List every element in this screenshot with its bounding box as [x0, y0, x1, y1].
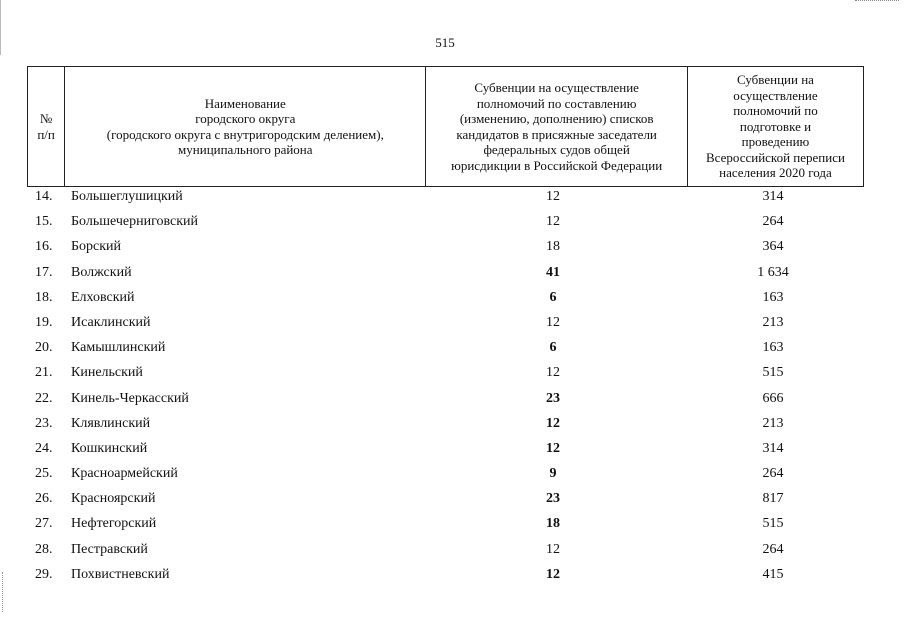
census-subvention-value: 364: [762, 239, 784, 255]
table-row: [27, 337, 864, 362]
header-sub2-line: осуществление: [733, 87, 818, 103]
jury-subvention-value: 6: [549, 289, 557, 305]
table-row: [27, 262, 864, 287]
table-row: [27, 413, 864, 438]
header-number-abbr: п/п: [37, 126, 55, 142]
census-subvention-value: 213: [762, 314, 784, 330]
header-name-line: Наименование: [204, 95, 286, 111]
scan-top-mark: [855, 0, 899, 3]
header-sub1-line: федеральных судов общей: [483, 142, 630, 157]
census-subvention-value: 314: [762, 440, 784, 456]
jury-subvention-value: 12: [546, 189, 560, 204]
district-name: Красноярский: [71, 491, 156, 507]
table-header: [27, 66, 864, 187]
census-subvention-value: 817: [762, 491, 784, 507]
table-row: [27, 312, 864, 337]
census-subvention-value: 515: [762, 516, 784, 532]
row-number: 14.: [35, 189, 53, 204]
census-subvention-value: 163: [762, 340, 784, 356]
jury-subvention-value: 12: [546, 415, 560, 431]
table-row: [27, 463, 864, 488]
row-number: 15.: [35, 214, 53, 230]
district-name: Кинельский: [71, 365, 143, 381]
header-row: [28, 67, 864, 187]
jury-subvention-value: 12: [546, 541, 560, 557]
table-row: [27, 236, 864, 261]
table-row: [27, 287, 864, 312]
row-number: 22.: [35, 390, 53, 406]
district-name: Клявлинский: [71, 415, 151, 431]
jury-subvention-value: 12: [546, 440, 560, 456]
table-row: [27, 186, 864, 211]
row-number: 20.: [35, 340, 53, 356]
header-sub1-line: (изменению, дополнению) списков: [459, 111, 654, 126]
row-number: 18.: [35, 289, 53, 305]
census-subvention-value: 163: [762, 289, 784, 305]
row-number: 16.: [35, 239, 53, 255]
jury-subvention-value: 6: [549, 340, 557, 356]
row-number: 26.: [35, 491, 53, 507]
district-name: Пестравский: [71, 541, 148, 557]
row-number: 28.: [35, 541, 53, 557]
header-sub1-line: юрисдикции в Российской Федерации: [451, 157, 663, 173]
header-sub2-line: Субвенции на: [737, 72, 814, 88]
district-name: Нефтегорский: [71, 516, 157, 532]
district-name: Кошкинский: [71, 440, 148, 456]
page-number: 515: [435, 35, 455, 50]
header-name: [65, 67, 426, 187]
jury-subvention-value: 12: [546, 365, 560, 381]
district-name: Похвистневский: [71, 566, 170, 582]
district-name: Волжский: [71, 264, 132, 280]
jury-subvention-value: 18: [546, 239, 560, 255]
table-row: [27, 438, 864, 463]
census-subvention-value: 213: [762, 415, 784, 431]
jury-subvention-value: 23: [546, 491, 560, 507]
row-number: 19.: [35, 314, 53, 330]
table-row: [27, 564, 864, 589]
header-sub2-line: проведению: [741, 134, 810, 150]
header-sub2-line: Всероссийской переписи: [706, 149, 845, 165]
district-name: Елховский: [71, 289, 135, 305]
district-name: Борский: [71, 239, 122, 255]
header-number-symbol: №: [39, 111, 53, 126]
district-name: Красноармейский: [71, 466, 178, 482]
row-number: 29.: [35, 566, 53, 582]
census-subvention-value: 264: [762, 466, 784, 482]
census-subvention-value: 264: [762, 214, 784, 230]
row-number: 17.: [35, 264, 53, 280]
jury-subvention-value: 12: [546, 566, 560, 582]
table-row: [27, 539, 864, 564]
table-row: [27, 211, 864, 236]
row-number: 23.: [35, 415, 53, 431]
jury-subvention-value: 18: [546, 516, 560, 532]
census-subvention-value: 415: [762, 566, 784, 582]
header-sub2-line: подготовке и: [739, 118, 812, 134]
jury-subvention-value: 9: [549, 466, 557, 482]
district-name: Большечерниговский: [71, 214, 199, 230]
header-sub1-line: полномочий по составлению: [476, 95, 637, 111]
table-body: [27, 186, 864, 589]
table-row: [27, 488, 864, 513]
table-row: [27, 388, 864, 413]
row-number: 25.: [35, 466, 53, 482]
jury-subvention-value: 23: [546, 390, 560, 406]
census-subvention-value: 1 634: [757, 264, 789, 280]
district-name: Исаклинский: [71, 314, 151, 330]
jury-subvention-value: 12: [546, 314, 560, 330]
row-number: 27.: [35, 516, 53, 532]
district-name: Камышлинский: [71, 340, 166, 356]
header-sub2-line: населения 2020 года: [719, 165, 832, 181]
header-jury-subvention: [426, 67, 688, 187]
table-row: [27, 362, 864, 387]
scan-side-mark: [2, 572, 7, 612]
header-sub1-line: Субвенции на осуществление: [474, 80, 639, 95]
jury-subvention-value: 41: [546, 264, 560, 280]
census-subvention-value: 666: [762, 390, 784, 406]
header-census-subvention: [687, 67, 863, 187]
table-row: [27, 513, 864, 538]
row-number: 21.: [35, 365, 53, 381]
district-name: Большеглушицкий: [71, 189, 183, 204]
header-name-line: (городского округа с внутригородским делением),: [106, 126, 384, 142]
header-sub2-line: полномочий по: [733, 103, 818, 119]
census-subvention-value: 314: [762, 189, 784, 204]
census-subvention-value: 515: [762, 365, 784, 381]
header-name-line: городского округа: [195, 111, 296, 126]
district-name: Кинель-Черкасский: [71, 390, 189, 406]
census-subvention-value: 264: [762, 541, 784, 557]
header-number: [28, 67, 65, 187]
jury-subvention-value: 12: [546, 214, 560, 230]
row-number: 24.: [35, 440, 53, 456]
header-sub1-line: кандидатов в присяжные заседатели: [456, 126, 657, 142]
header-name-line: муниципального района: [178, 142, 313, 157]
